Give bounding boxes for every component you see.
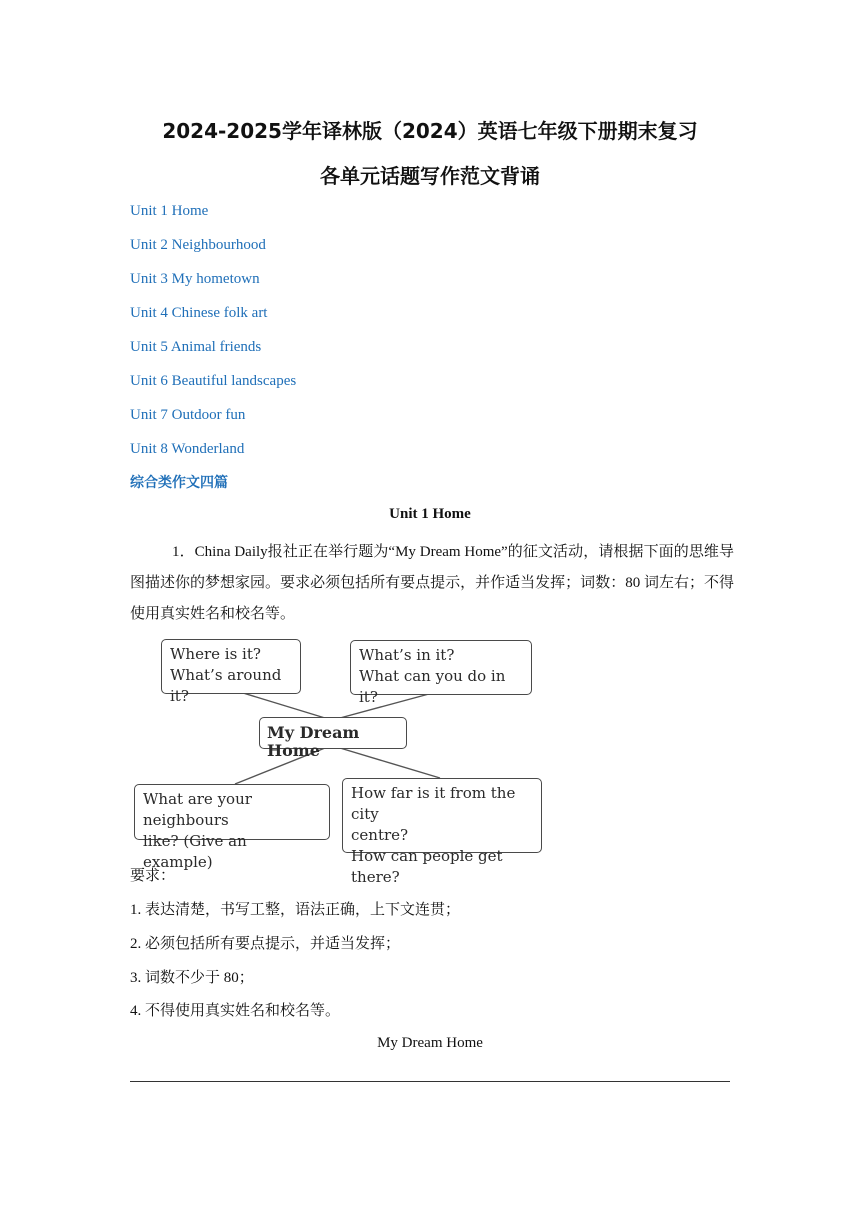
essay-title: My Dream Home	[377, 1035, 483, 1051]
toc-link-comprehensive[interactable]: 综合类作文四篇	[130, 475, 228, 491]
task-prompt: 1．China Daily报社正在举行题为“My Dream Home”的征文活动，请根据下面的思维导图描述你的梦想家园。要求必须包括所有要点提示，并作适当发挥；词数：80 词左右；不得使用真实姓名和校名等。	[130, 544, 734, 622]
toc-link-unit5[interactable]: Unit 5 Animal friends	[130, 339, 262, 355]
mindmap-box-neighbours: What are your neighbours like? (Give an example)	[134, 784, 330, 840]
mindmap-center-node: My Dream Home	[259, 717, 407, 749]
toc-link-unit2[interactable]: Unit 2 Neighbourhood	[130, 237, 266, 253]
toc-link-unit3[interactable]: Unit 3 My hometown	[130, 271, 260, 287]
table-of-contents	[130, 201, 296, 507]
document-title-line2: 各单元话题写作范文背诵	[320, 164, 540, 188]
document-title-line1: 2024-2025学年译林版（2024）英语七年级下册期末复习	[162, 119, 698, 143]
toc-link-unit8[interactable]: Unit 8 Wonderland	[130, 441, 245, 457]
toc-link-unit1[interactable]: Unit 1 Home	[130, 203, 209, 219]
mindmap-box-transport: How far is it from the city centre? How can people get there?	[342, 778, 542, 853]
answer-line[interactable]	[130, 1081, 730, 1082]
section-heading: Unit 1 Home	[389, 506, 471, 522]
requirement-item-3: 3. 词数不少于 80；	[130, 970, 254, 986]
toc-link-unit4[interactable]: Unit 4 Chinese folk art	[130, 305, 268, 321]
connector-bottom-right	[340, 748, 440, 778]
requirement-item-1: 1. 表达清楚，书写工整，语法正确，上下文连贯；	[130, 902, 461, 918]
mindmap-box-location: Where is it? What’s around it?	[161, 639, 301, 694]
requirement-item-2: 2. 必须包括所有要点提示，并适当发挥；	[130, 936, 401, 952]
requirements-label: 要求：	[130, 868, 176, 884]
requirement-item-4: 4. 不得使用真实姓名和校名等。	[130, 1003, 341, 1019]
toc-link-unit6[interactable]: Unit 6 Beautiful landscapes	[130, 373, 297, 389]
mindmap-box-contents: What’s in it? What can you do in it?	[350, 640, 532, 695]
toc-link-unit7[interactable]: Unit 7 Outdoor fun	[130, 407, 246, 423]
